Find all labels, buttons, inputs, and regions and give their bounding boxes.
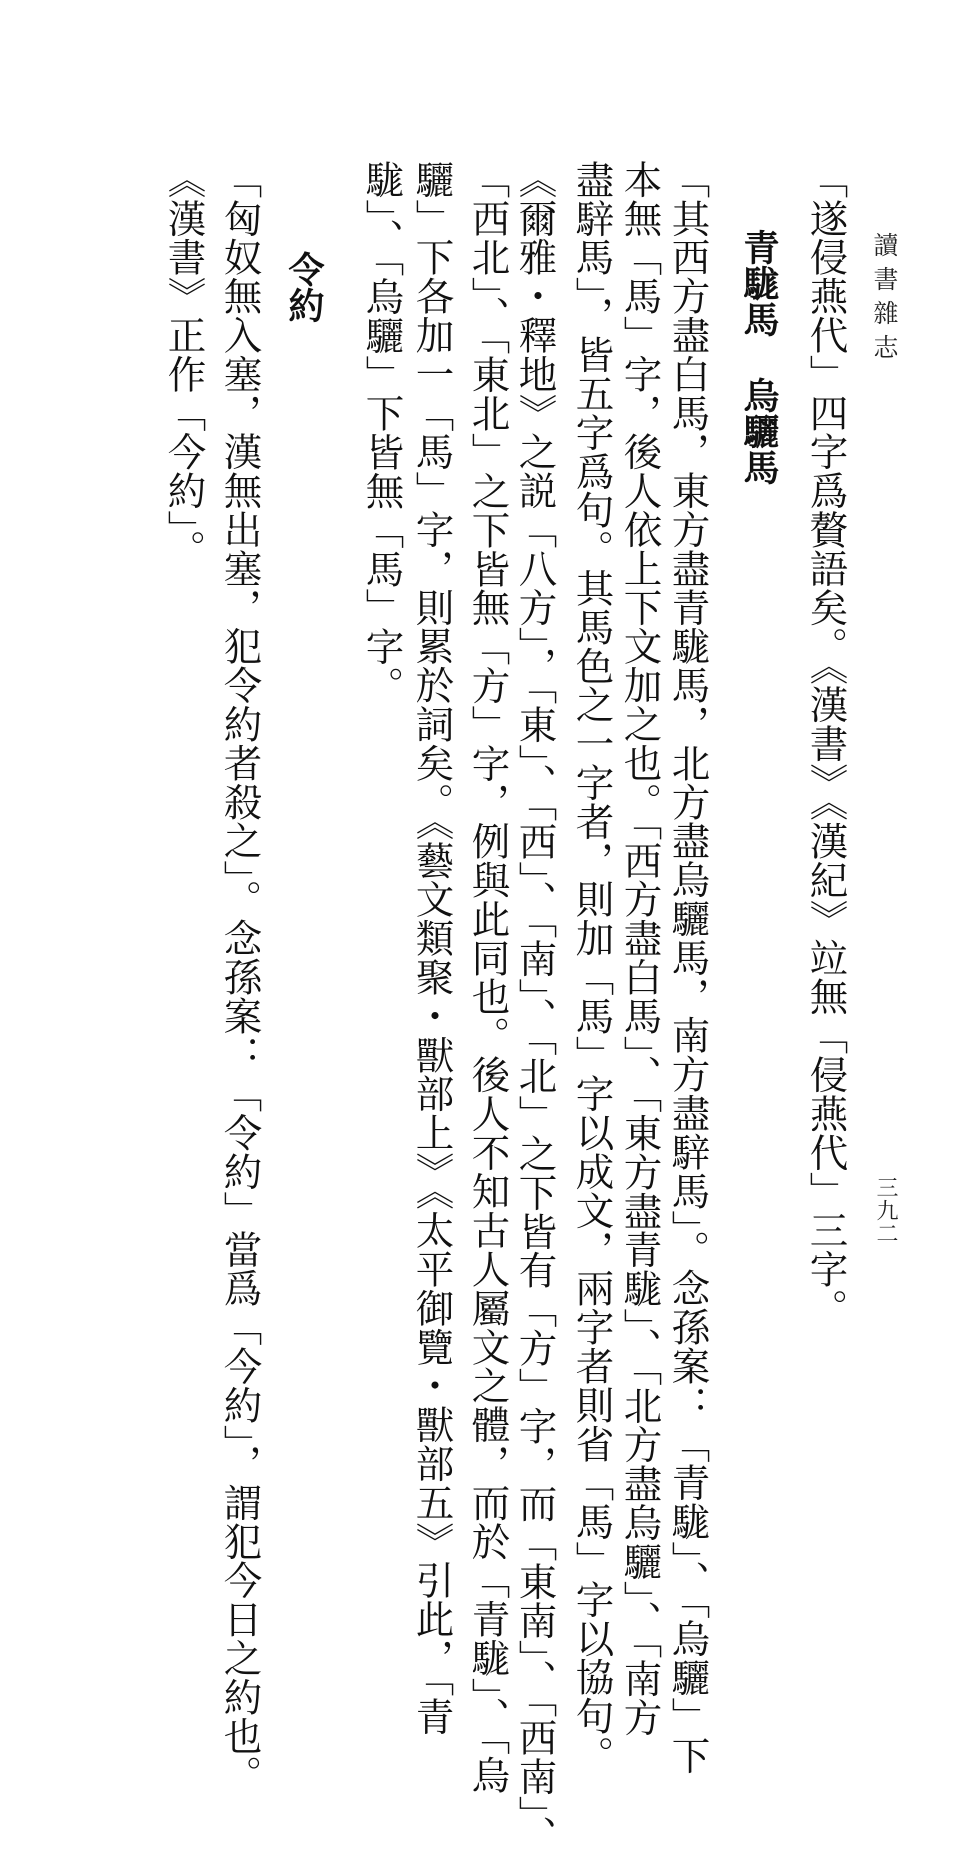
text-column-4: 盡騂馬」，皆五字爲句。其馬色之一字者，則加「馬」字以成文，兩字者則省「馬」字以協句。 bbox=[569, 160, 615, 1775]
section-heading-lingyue: 令約 bbox=[283, 251, 325, 323]
text-column-8: 駹」、「烏驪」下皆無「馬」字。 bbox=[359, 160, 405, 705]
text-column-6: 「西北」、「東北」之下皆無「方」字，例與此同也。後人不知古人屬文之體，而於「青駹」、「烏 bbox=[465, 160, 511, 1795]
heading-part-2: 烏驪馬 bbox=[738, 377, 780, 485]
text-column-3: 本無「馬」字，後人依上下文加之也。「西方盡白馬」、「東方盡青駹」、「北方盡烏驪」、「南方 bbox=[617, 160, 663, 1737]
text-column-2: 「其西方盡白馬，東方盡青駹馬，北方盡烏驪馬，南方盡騂馬」。念孫案：「青駹」、「烏驪」下 bbox=[665, 160, 711, 1775]
text-column-7: 驪」下各加一「馬」字，則累於詞矣。《藝文類聚・獸部上》《太平御覽・獸部五》引此，「青 bbox=[409, 160, 455, 1737]
page-number: 三九二 bbox=[873, 1176, 898, 1245]
text-column-5: 《爾雅・釋地》之説「八方」，「東」、「西」、「南」、「北」之下皆有「方」字，而「東南」、「西南」、 bbox=[512, 160, 558, 1854]
heading-part-1: 青駹馬 bbox=[738, 229, 780, 337]
text-column-1: 「遂侵燕代」四字爲贅語矣。《漢書》《漢紀》竝無「侵燕代」三字。 bbox=[803, 160, 849, 1328]
section-heading-qingmang bbox=[738, 229, 780, 485]
text-column-9: 「匈奴無入塞，漢無出塞，犯令約者殺之」。念孫案：「令約」當爲「今約」，謂犯今日之約也。 bbox=[217, 160, 263, 1795]
text-column-10: 《漢書》正作「今約」。 bbox=[161, 160, 207, 569]
running-header: 讀書雜志 bbox=[870, 232, 899, 368]
